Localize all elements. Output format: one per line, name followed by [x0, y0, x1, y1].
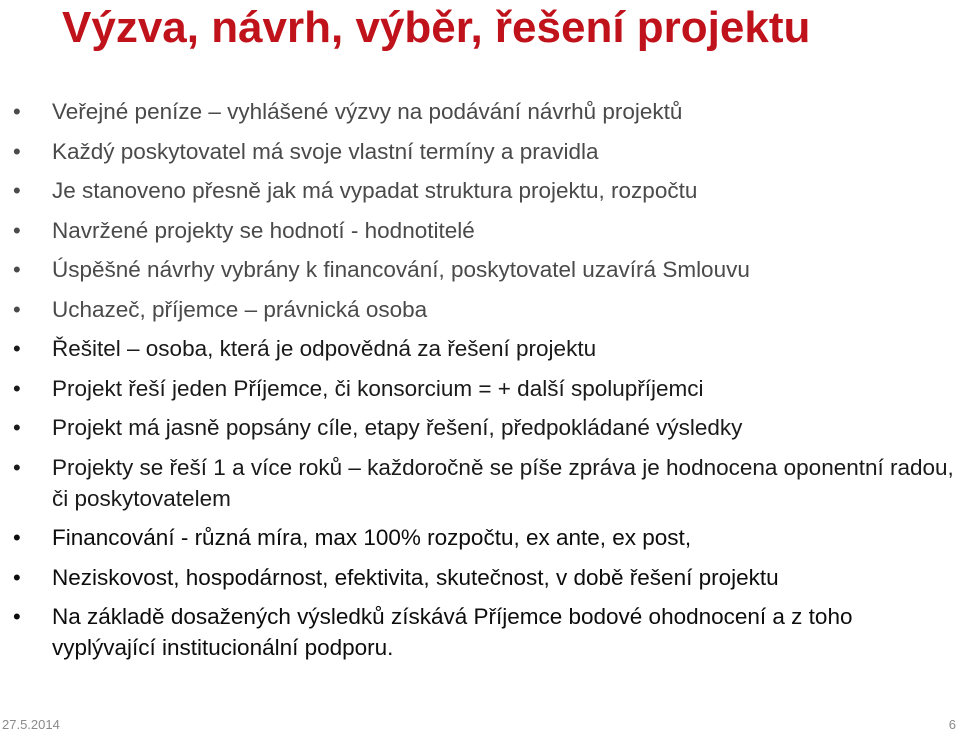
- bullet-text: Každý poskytovatel má svoje vlastní termíny a pravidla: [52, 138, 599, 164]
- bullet-item: [0, 452, 960, 514]
- bullet-item: [0, 294, 960, 325]
- bullet-text: Úspěšné návrhy vybrány k financování, poskytovatel uzavírá Smlouvu: [52, 257, 750, 282]
- bullet-text: Uchazeč, příjemce – právnická osoba: [52, 296, 428, 322]
- bullet-item: [0, 96, 960, 127]
- footer-date: 27.5.2014: [2, 717, 60, 732]
- slide-title: Výzva, návrh, výběr, řešení projektu: [62, 3, 811, 52]
- bullet-item: [0, 562, 960, 593]
- bullet-marker: •: [13, 138, 21, 164]
- bullet-text: Na základě dosažených výsledků získává Příjemce bodové ohodnocení a z toho vyplývající institucionální podporu.: [52, 604, 853, 660]
- bullet-marker: •: [13, 178, 21, 203]
- bullet-text: Projekty se řeší 1 a více roků – každoročně se píše zpráva je hodnocena oponentní radou, či poskytovatelem: [52, 454, 954, 511]
- page-number: 6: [948, 717, 956, 732]
- bullet-marker: •: [13, 217, 21, 243]
- bullet-text: Neziskovost, hospodárnost, efektivita, skutečnost, v době řešení projektu: [52, 564, 779, 590]
- bullet-marker: •: [13, 296, 21, 322]
- bullet-text: Financování - různá míra, max 100% rozpočtu, ex ante, ex post,: [52, 525, 692, 550]
- bullet-item: [0, 215, 960, 246]
- bullet-marker: •: [13, 564, 21, 590]
- bullet-item: [0, 412, 960, 443]
- bullet-marker: •: [13, 454, 21, 480]
- bullet-marker: •: [13, 336, 21, 361]
- bullet-item: [0, 373, 960, 404]
- bullet-text: Řešitel – osoba, která je odpovědná za řešení projektu: [52, 336, 597, 361]
- bullet-marker: •: [13, 525, 21, 550]
- bullet-item: [0, 254, 960, 285]
- bullet-text: Projekt řeší jeden Příjemce, či konsorcium = + další spolupříjemci: [52, 375, 704, 401]
- bullet-item: [0, 175, 960, 206]
- bullet-marker: •: [13, 604, 21, 629]
- bullet-text: Veřejné peníze – vyhlášené výzvy na podávání návrhů projektů: [52, 99, 683, 124]
- bullet-item: [0, 601, 960, 663]
- bullet-text: Navržené projekty se hodnotí - hodnotitelé: [52, 217, 475, 243]
- bullet-item: [0, 136, 960, 167]
- bullet-marker: •: [13, 375, 21, 401]
- bullet-marker: •: [13, 257, 21, 282]
- bullet-text: Je stanoveno přesně jak má vypadat struktura projektu, rozpočtu: [52, 178, 698, 203]
- bullet-list: [0, 96, 960, 672]
- bullet-item: [0, 522, 960, 553]
- bullet-marker: •: [13, 99, 21, 124]
- bullet-marker: •: [13, 415, 21, 440]
- bullet-text: Projekt má jasně popsány cíle, etapy řešení, předpokládané výsledky: [52, 415, 743, 440]
- bullet-item: [0, 333, 960, 364]
